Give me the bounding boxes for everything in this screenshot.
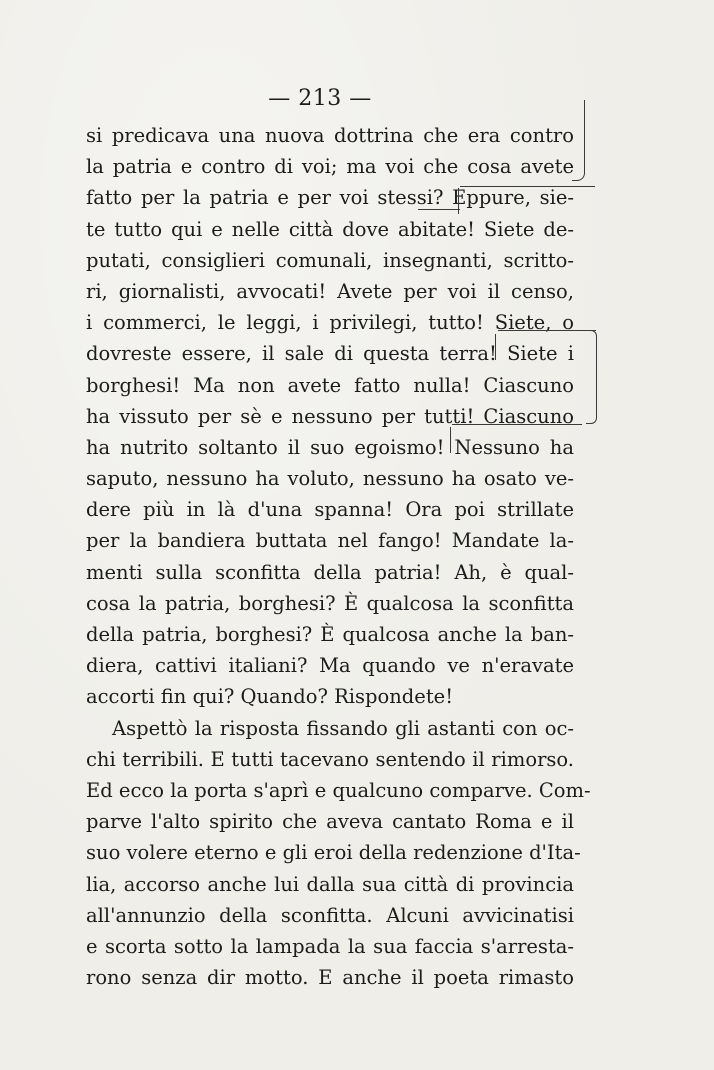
text-line: cosa la patria, borghesi? È qualcosa la sconfitta (86, 591, 574, 615)
text-line: accorti fin qui? Quando? Rispondete! (86, 685, 454, 709)
text-line: ha vissuto per sè e nessuno per tutti! Ciascuno (86, 404, 574, 428)
pencil-underline (418, 209, 460, 210)
pencil-bracket (458, 188, 459, 214)
text-line: putati, consiglieri comunali, insegnanti, scritto- (86, 248, 574, 272)
text-line: ri, giornalisti, avvocati! Avete per voi il censo, (86, 279, 574, 303)
pencil-bracket (450, 427, 451, 453)
text-line: diera, cattivi italiani? Ma quando ve n'eravate (86, 654, 574, 678)
text-line: chi terribili. E tutti tacevano sentendo il rimorso. (86, 747, 574, 771)
page-number: — 213 — (268, 86, 372, 111)
margin-pencil-mark (586, 330, 597, 424)
text-line: suo volere eterno e gli eroi della redenzione d'Ita- (86, 841, 581, 865)
text-line: dovreste essere, il sale di questa terra! Siete i (86, 342, 574, 366)
pencil-underline (498, 330, 596, 331)
pencil-underline (460, 186, 595, 187)
text-line: ha nutrito soltanto il suo egoismo! Nessuno ha (86, 435, 574, 459)
text-line: la patria e contro di voi; ma voi che cosa avete (86, 155, 574, 179)
text-line: Ed ecco la porta s'aprì e qualcuno comparve. Com- (86, 778, 591, 802)
text-line: dere più in là d'una spanna! Ora poi strillate (86, 498, 574, 522)
text-line: lia, accorso anche lui dalla sua città di provincia (86, 872, 574, 896)
text-line: e scorta sotto la lampada la sua faccia s'arresta- (86, 934, 574, 958)
text-line: si predicava una nuova dottrina che era contro (86, 124, 574, 147)
pencil-bracket (495, 334, 496, 360)
text-line: borghesi! Ma non avete fatto nulla! Ciascuno (86, 373, 574, 397)
text-line: fatto per la patria e per voi stessi? Eppure, sie- (86, 186, 574, 210)
text-line: i commerci, le leggi, i privilegi, tutto! Siete, o (86, 311, 574, 335)
text-line: menti sulla sconfitta della patria! Ah, è qual- (86, 560, 574, 584)
text-line: parve l'alto spirito che aveva cantato Roma e il (86, 810, 574, 834)
text-line: rono senza dir motto. E anche il poeta rimasto (86, 966, 574, 990)
text-line: Aspettò la risposta fissando gli astanti con oc- (112, 716, 574, 740)
text-line: per la bandiera buttata nel fango! Mandate la- (86, 529, 574, 553)
body-text (86, 120, 591, 993)
text-line: della patria, borghesi? È qualcosa anche la ban- (86, 623, 574, 646)
margin-pencil-mark (572, 100, 585, 181)
pencil-underline (452, 424, 582, 425)
text-line: saputo, nessuno ha voluto, nessuno ha osato ve- (86, 467, 574, 491)
text-line: all'annunzio della sconfitta. Alcuni avvicinatisi (86, 903, 574, 927)
text-line: te tutto qui e nelle città dove abitate! Siete de- (86, 217, 574, 241)
